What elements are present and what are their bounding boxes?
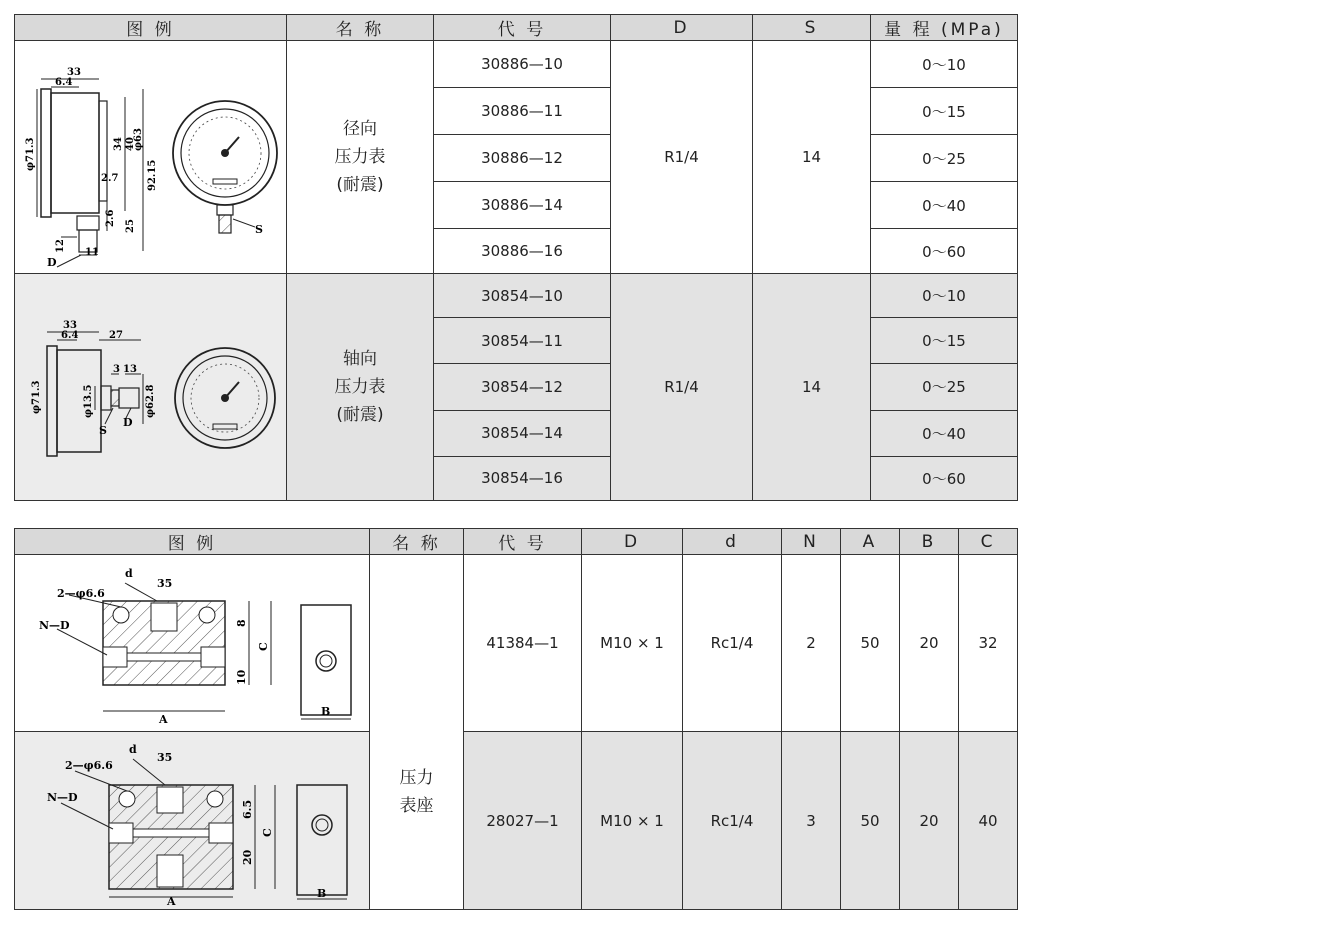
dim-2-6: 2.6 <box>104 209 116 227</box>
name-line: 压力表 <box>334 377 386 397</box>
code-cell: 30886—10 <box>434 41 611 88</box>
table-row <box>15 555 1018 732</box>
product-name-radial <box>287 41 434 274</box>
dim-b: B <box>320 705 330 718</box>
dim-40: 40 <box>124 137 136 151</box>
code-cell: 41384—1 <box>464 555 582 732</box>
code-cell: 30886—12 <box>434 135 611 182</box>
header-d-upper: D <box>582 529 683 555</box>
header-name: 名 称 <box>287 15 434 41</box>
n-cell: 2 <box>782 555 841 732</box>
header-code: 代 号 <box>434 15 611 41</box>
d-upper-cell: M10 × 1 <box>582 732 683 910</box>
dim-11: 11 <box>84 247 99 258</box>
s-cell: 14 <box>753 41 871 274</box>
dim-25: 25 <box>124 219 136 233</box>
dim-13: 13 <box>122 364 137 375</box>
dim-c: C <box>260 827 274 837</box>
base-3port-drawing <box>17 733 368 905</box>
c-cell: 32 <box>959 555 1018 732</box>
c-cell: 40 <box>959 732 1018 910</box>
header-code: 代 号 <box>464 529 582 555</box>
dim-3: 3 <box>112 364 120 375</box>
dim-b: B <box>316 886 326 900</box>
range-cell: 0～60 <box>871 229 1018 274</box>
header-c: C <box>959 529 1018 555</box>
name-line: 轴向 <box>343 349 377 369</box>
dim-label-s: S <box>254 223 263 236</box>
code-cell: 30854—11 <box>434 318 611 364</box>
b-cell: 20 <box>900 555 959 732</box>
table-header-row <box>15 15 1018 41</box>
base-2port-figure <box>15 555 370 732</box>
name-line: (耐震) <box>336 405 384 425</box>
axial-gauge-drawing <box>17 274 285 496</box>
dim-phi71-3: φ71.3 <box>24 137 36 171</box>
header-d: D <box>611 15 753 41</box>
dim-n-d: N—D <box>38 619 70 632</box>
dim-6-4: 6.4 <box>60 330 78 341</box>
name-line: 表座 <box>399 796 434 816</box>
header-range: 量 程 (MPa) <box>871 15 1018 41</box>
dim-35: 35 <box>156 750 172 764</box>
name-line: 压力 <box>399 768 434 788</box>
product-name-base <box>370 555 464 910</box>
name-line: 径向 <box>343 119 377 139</box>
dim-c: C <box>256 642 270 651</box>
table-row <box>15 732 1018 910</box>
d-lower-cell: Rc1/4 <box>683 732 782 910</box>
range-cell: 0～10 <box>871 41 1018 88</box>
range-cell: 0～60 <box>871 456 1018 500</box>
header-b: B <box>900 529 959 555</box>
range-cell: 0～10 <box>871 274 1018 318</box>
dim-34: 34 <box>112 137 124 151</box>
dim-d: d <box>128 742 137 756</box>
dim-label-s: S <box>98 424 107 437</box>
dim-holes: 2—φ6.6 <box>64 758 113 772</box>
dim-a: A <box>166 894 176 905</box>
code-cell: 30854—12 <box>434 364 611 410</box>
a-cell: 50 <box>841 732 900 910</box>
dim-12: 12 <box>54 239 66 253</box>
code-cell: 30886—11 <box>434 88 611 135</box>
dim-d: d <box>124 567 133 580</box>
code-cell: 30854—14 <box>434 410 611 456</box>
table-row <box>15 274 1018 318</box>
dim-label-d: D <box>46 256 57 269</box>
radial-gauge-figure <box>15 41 287 274</box>
range-cell: 0～15 <box>871 318 1018 364</box>
dim-phi71-3: φ71.3 <box>30 380 42 414</box>
d-cell: R1/4 <box>611 274 753 501</box>
dim-33: 33 <box>66 67 81 78</box>
dim-label-d: D <box>122 416 133 429</box>
dim-phi13-5: φ13.5 <box>82 384 94 418</box>
dim-2-7: 2.7 <box>100 173 118 184</box>
header-figure: 图 例 <box>15 529 370 555</box>
header-figure: 图 例 <box>15 15 287 41</box>
dim-33: 33 <box>62 320 77 331</box>
gauge-base-spec-table <box>14 528 1018 910</box>
dim-92-15: 92.15 <box>146 159 158 191</box>
code-cell: 30886—16 <box>434 229 611 274</box>
dim-6-4: 6.4 <box>54 77 72 88</box>
range-cell: 0～15 <box>871 88 1018 135</box>
header-n: N <box>782 529 841 555</box>
code-cell: 30854—10 <box>434 274 611 318</box>
radial-gauge-drawing <box>17 41 285 269</box>
dim-a: A <box>158 713 168 726</box>
dim-holes: 2—φ6.6 <box>56 587 105 600</box>
n-cell: 3 <box>782 732 841 910</box>
gauge-spec-table <box>14 14 1018 501</box>
code-cell: 30854—16 <box>434 456 611 500</box>
range-cell: 0～40 <box>871 182 1018 229</box>
axial-gauge-figure <box>15 274 287 501</box>
code-cell: 28027—1 <box>464 732 582 910</box>
dim-10: 10 <box>234 669 248 685</box>
name-line: 压力表 <box>334 147 386 167</box>
dim-27: 27 <box>108 330 123 341</box>
dim-35: 35 <box>156 577 172 590</box>
table-row <box>15 41 1018 88</box>
header-a: A <box>841 529 900 555</box>
dim-n-d: N—D <box>46 790 78 804</box>
dim-8: 8 <box>234 619 248 627</box>
range-cell: 0～40 <box>871 410 1018 456</box>
code-cell: 30886—14 <box>434 182 611 229</box>
table-header-row <box>15 529 1018 555</box>
d-upper-cell: M10 × 1 <box>582 555 683 732</box>
product-name-axial <box>287 274 434 501</box>
dim-20: 20 <box>240 849 254 865</box>
d-cell: R1/4 <box>611 41 753 274</box>
dim-phi63: φ63 <box>132 128 144 151</box>
d-lower-cell: Rc1/4 <box>683 555 782 732</box>
a-cell: 50 <box>841 555 900 732</box>
base-2port-drawing <box>17 555 368 727</box>
header-name: 名 称 <box>370 529 464 555</box>
b-cell: 20 <box>900 732 959 910</box>
dim-6-5: 6.5 <box>240 799 254 819</box>
header-d-lower: d <box>683 529 782 555</box>
range-cell: 0～25 <box>871 135 1018 182</box>
header-s: S <box>753 15 871 41</box>
base-3port-figure <box>15 732 370 910</box>
name-line: (耐震) <box>336 175 384 195</box>
range-cell: 0～25 <box>871 364 1018 410</box>
s-cell: 14 <box>753 274 871 501</box>
dim-phi62-8: φ62.8 <box>144 384 156 418</box>
